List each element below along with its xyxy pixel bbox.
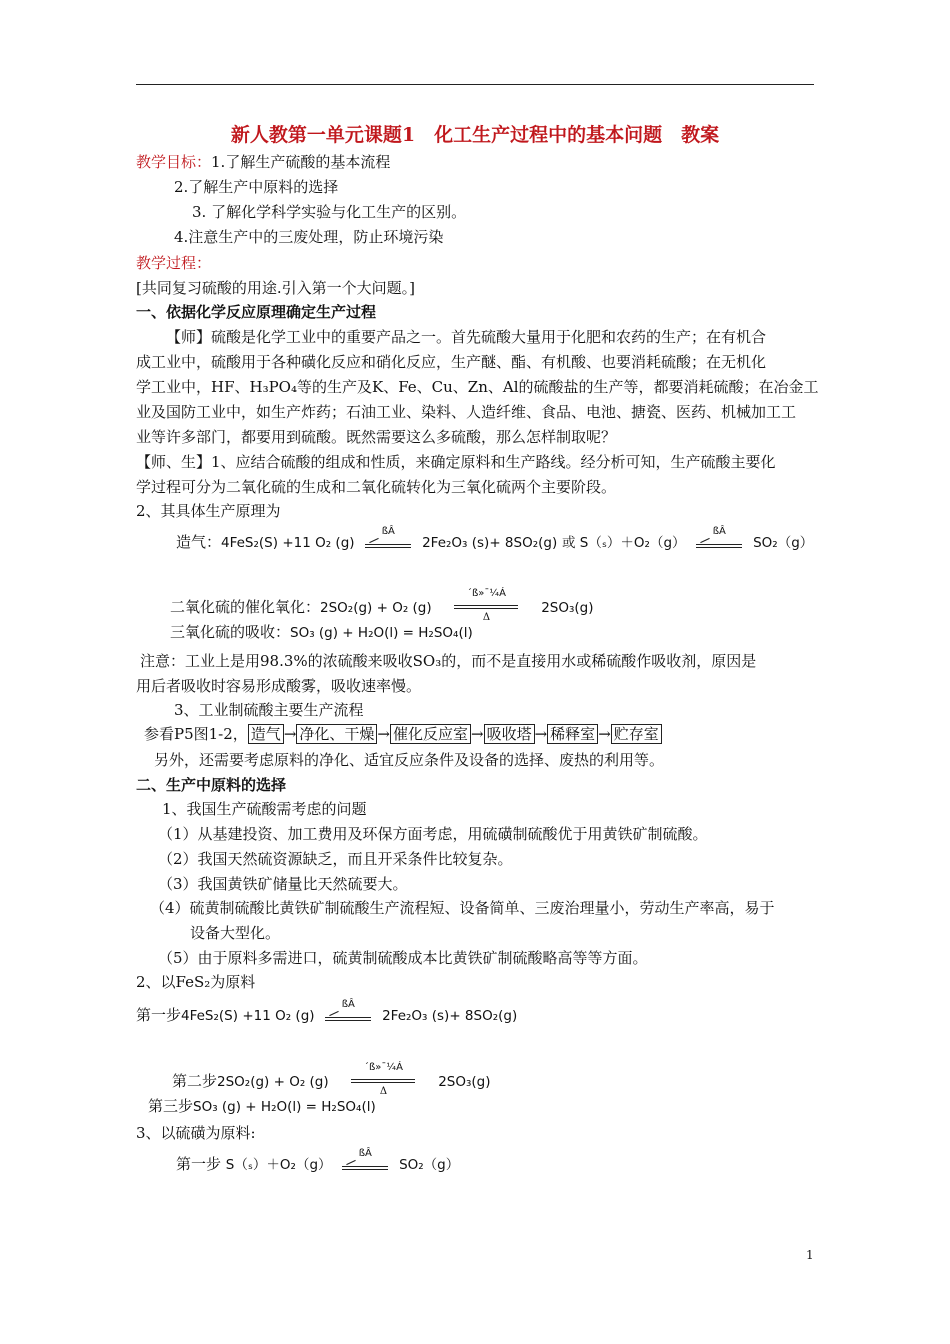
gas-label: 造气： — [176, 533, 222, 551]
page-title: 新人教第一单元课题1 化工生产过程中的基本问题 教案 — [230, 124, 720, 146]
page-number: 1 — [806, 1248, 814, 1262]
objectives-label: 教学目标： — [136, 153, 212, 171]
process-label: 教学过程： — [136, 254, 212, 272]
abs-label: 三氧化硫的吸收： — [170, 623, 291, 641]
step-label: 第一步 — [136, 1006, 182, 1024]
note-line: 用后者吸收时容易形成酸雾，吸收速率慢。 — [136, 677, 422, 695]
ignite-arrow: ßÂ — [363, 532, 413, 554]
section2-heading: 二、生产中原料的选择 — [136, 776, 287, 794]
note-line: 注意：工业上是用98.3%的浓硫酸来吸收SO₃的，而不是直接用水或稀硫酸作吸收剂，原因是 — [140, 652, 757, 670]
objective-item: 1.了解生产硫酸的基本流程 — [211, 153, 391, 171]
s-step1-lhs: S（ₛ）＋O₂（g） — [225, 1157, 332, 1173]
step1-lhs: 4FeS₂(S) +11 O₂ (g) — [181, 1008, 315, 1024]
fes2-step1 — [136, 999, 518, 1027]
flow-note: 另外，还需要考虑原料的净化、适宜反应条件及设备的选择、废热的利用等。 — [154, 751, 665, 769]
oxid-lhs: 2SO₂(g) + O₂ (g) — [320, 600, 432, 616]
q-item: （2）我国天然硫资源缺乏，而且开采条件比较复杂。 — [158, 850, 513, 868]
fes2-heading: 2、以FeS₂为原料 — [136, 973, 256, 991]
step-label: 第三步 — [148, 1097, 194, 1115]
gas-rhs2: SO₂（g） — [753, 535, 814, 551]
fes2-step3 — [148, 1096, 376, 1117]
q-item: （3）我国黄铁矿储量比天然硫要大。 — [158, 875, 408, 893]
sulfur-step1 — [176, 1148, 460, 1176]
step3-eq: SO₃ (g) + H₂O(l) = H₂SO₄(l) — [193, 1099, 376, 1115]
step1-rhs: 2Fe₂O₃ (s)+ 8SO₂(g) — [382, 1008, 518, 1024]
ignite-arrow: ßÂ — [340, 1154, 390, 1176]
objective-item: 3. 了解化学科学实验与化工生产的区别。 — [192, 203, 467, 221]
q-item: （1）从基建投资、加工费用及环保方面考虑，用硫磺制硫酸优于用黄铁矿制硫酸。 — [158, 825, 708, 843]
step-label: 第一步 — [176, 1155, 222, 1173]
step2-rhs: 2SO₃(g) — [438, 1074, 491, 1090]
flow-step: 造气 — [248, 724, 284, 744]
absorption-equation — [170, 622, 473, 643]
ts-para-line: 学过程可分为二氧化硫的生成和二氧化硫转化为三氧化硫两个主要阶段。 — [136, 478, 617, 496]
flow-heading: 3、工业制硫酸主要生产流程 — [174, 701, 364, 719]
sulfur-heading: 3、以硫磺为原料: — [136, 1124, 256, 1142]
section1-heading: 一、依据化学反应原理确定生产过程 — [136, 303, 377, 321]
teacher-para-line: 成工业中，硫酸用于各种磺化反应和硝化反应，生产醚、酯、有机酸、也要消耗硫酸；在无机化 — [136, 353, 767, 371]
ts-para-line: 【师、生】1、应结合硫酸的组成和性质，来确定原料和生产路线。经分析可知，生产硫酸主要化 — [136, 453, 776, 471]
gas-or: 或 S（ₛ）＋O₂（g） — [562, 535, 686, 551]
ignite-arrow: ßÂ — [323, 1005, 373, 1027]
gas-equation — [176, 526, 814, 554]
flow-step: 稀释室 — [547, 724, 598, 744]
oxid-rhs: 2SO₃(g) — [541, 600, 594, 616]
gas-lhs: 4FeS₂(S) +11 O₂ (g) — [221, 535, 355, 551]
q-item: （4）硫黄制硫酸比黄铁矿制硫酸生产流程短、设备简单、三废治理量小，劳动生产率高，易于 — [150, 899, 775, 917]
flow-arrow: → — [283, 725, 297, 743]
q-heading: 1、我国生产硫酸需考虑的问题 — [162, 800, 367, 818]
objective-item: 2.了解生产中原料的选择 — [174, 178, 339, 196]
s-step1-rhs: SO₂（g） — [399, 1157, 460, 1173]
step-label: 第二步 — [172, 1072, 218, 1090]
objectives-line-1 — [136, 152, 390, 172]
abs-eq: SO₃ (g) + H₂O(l) = H₂SO₄(l) — [290, 625, 473, 641]
q-item-cont: 设备大型化。 — [190, 924, 281, 942]
flow-arrow: → — [471, 725, 484, 743]
flow-arrow: → — [534, 725, 548, 743]
header-rule — [136, 84, 814, 85]
objective-item: 4.注意生产中的三废处理，防止环境污染 — [174, 228, 444, 246]
flow-step: 贮存室 — [611, 724, 662, 744]
flow-step: 净化、干燥 — [296, 724, 377, 744]
catalyst-arrow: $\frac{\text{´ß»¯¼Á}}{\Delta}$ — [454, 588, 518, 628]
q-item: （5）由于原料多需进口，硫黄制硫酸成本比黄铁矿制硫酸略高等等方面。 — [158, 949, 648, 967]
teacher-para-line: 业及国防工业中，如生产炸药；石油工业、染料、人造纤维、食品、电池、搪瓷、医药、机械加工工 — [136, 403, 797, 421]
flow-step: 催化反应室 — [390, 724, 471, 744]
teacher-para-line: 学工业中，HF、H₃PO₄等的生产及K、Fe、Cu、Zn、Al的硫酸盐的生产等，都要消耗硫酸；在冶金工 — [136, 378, 819, 396]
flow-ref: 参看P5图1-2， — [144, 725, 248, 743]
flow-arrow: → — [377, 725, 390, 743]
teacher-para-line: 业等许多部门，都要用到硫酸。既然需要这么多硫酸，那么怎样制取呢？ — [136, 428, 617, 446]
flow-step: 吸收塔 — [484, 724, 535, 744]
review-note: [共同复习硫酸的用途.引入第一个大问题。] — [136, 279, 415, 297]
teacher-para-line: 【师】硫酸是化学工业中的重要产品之一。首先硫酸大量用于化肥和农药的生产；在有机合 — [166, 328, 767, 346]
principle-heading: 2、其具体生产原理为 — [136, 502, 281, 520]
ignite-arrow: ßÂ — [694, 532, 744, 554]
step2-lhs: 2SO₂(g) + O₂ (g) — [217, 1074, 329, 1090]
flow-arrow: → — [598, 725, 611, 743]
gas-rhs: 2Fe₂O₃ (s)+ 8SO₂(g) — [422, 535, 558, 551]
catalyst-arrow: $\frac{\text{´ß»¯¼Á}}{\Delta}$ — [351, 1062, 415, 1102]
oxid-label: 二氧化硫的催化氧化： — [170, 598, 321, 616]
flow-line — [144, 724, 662, 744]
